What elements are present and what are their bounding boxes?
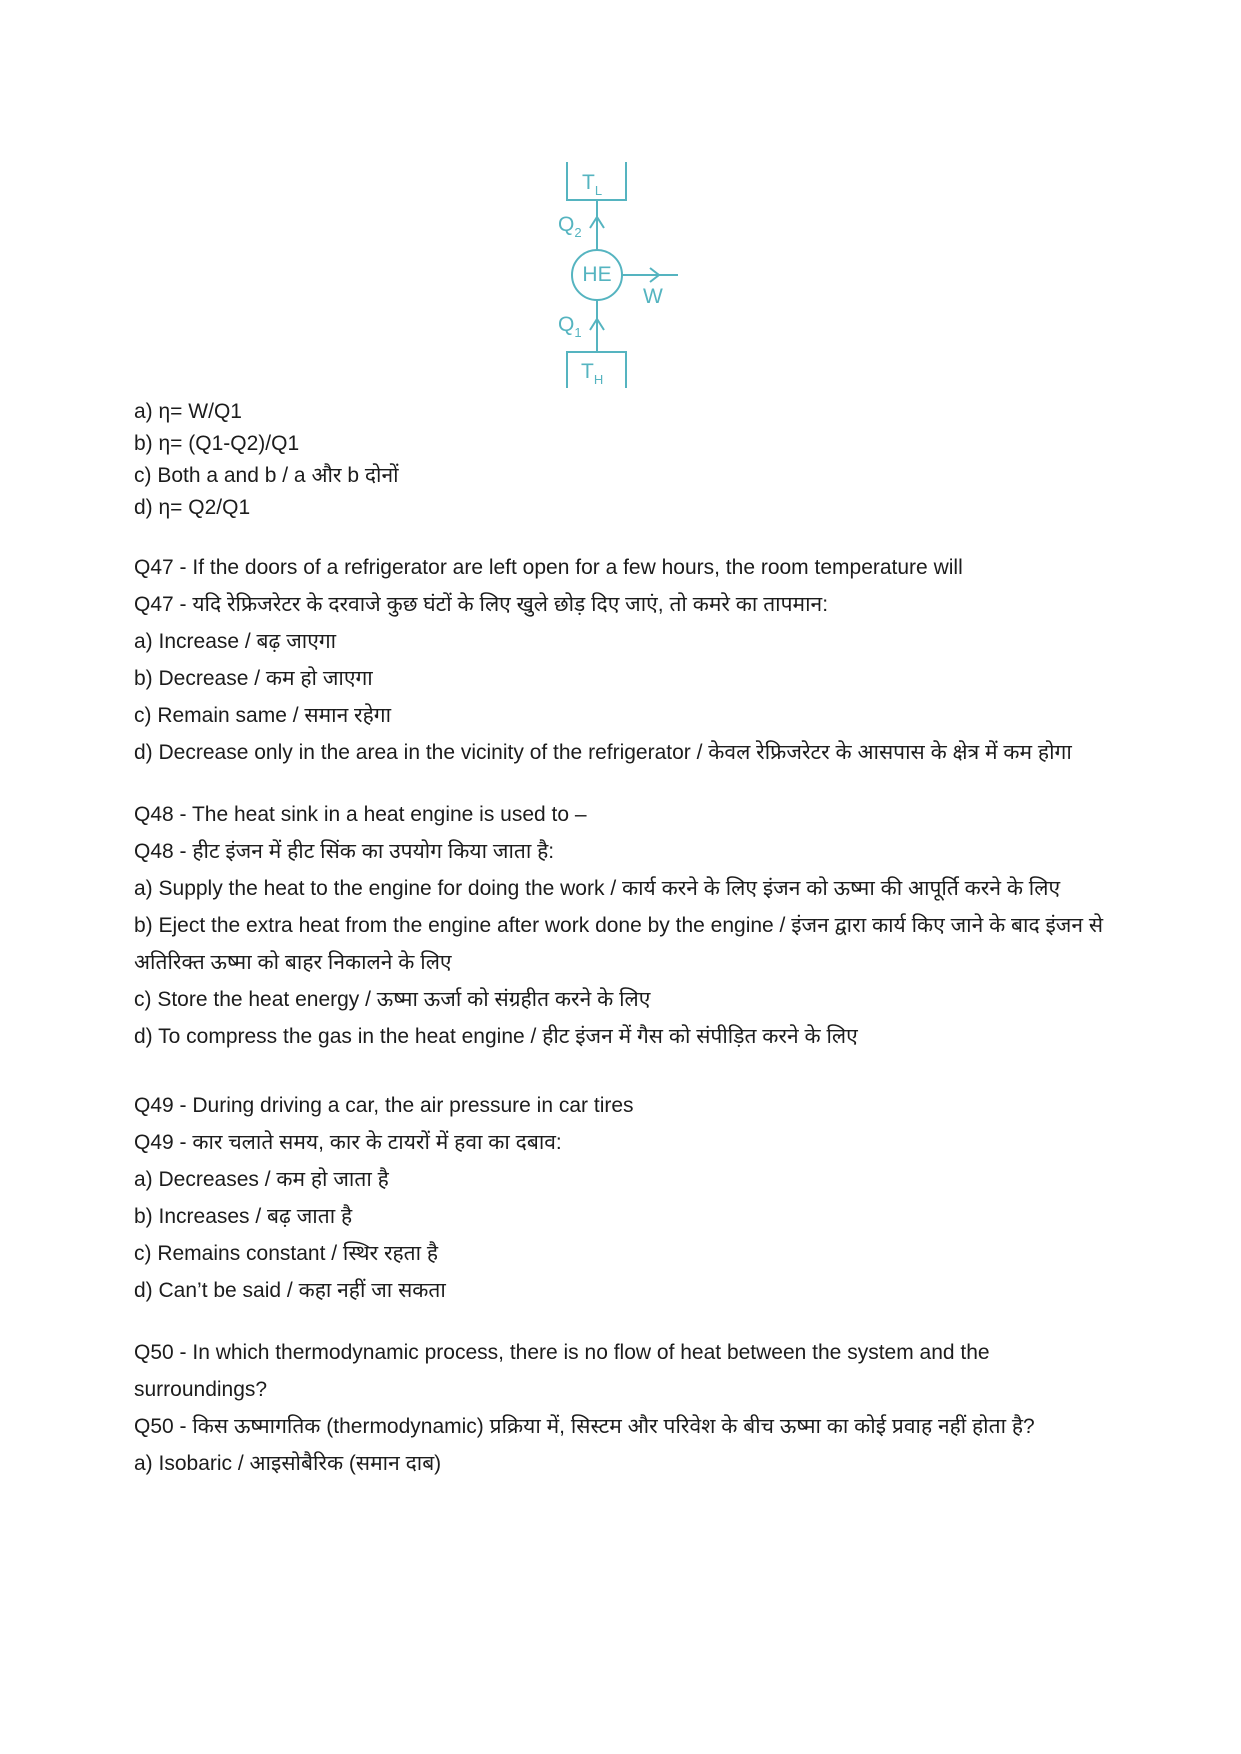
option-line: a) η= W/Q1 — [134, 400, 242, 423]
option-line: c) Store the heat energy / ऊष्मा ऊर्जा को संग्रहीत करने के लिए — [134, 988, 651, 1011]
heat-in-label: $Q_1$ — [558, 313, 582, 340]
heat-engine-diagram — [460, 140, 700, 395]
option-line: d) To compress the gas in the heat engine / हीट इंजन में गैस को संपीड़ित करने के लिए — [134, 1025, 858, 1048]
option-line: a) Decreases / कम हो जाता है — [134, 1168, 389, 1191]
efficiency-options — [134, 396, 1110, 524]
question-text-hi: Q49 - कार चलाते समय, कार के टायरों में हवा का दबाव: — [134, 1131, 562, 1154]
question-q50 — [134, 1334, 1110, 1482]
heat-out-label: $Q_2$ — [558, 213, 582, 240]
hot-reservoir-label: $T_H$ — [581, 360, 604, 387]
question-text-hi: Q48 - हीट इंजन में हीट सिंक का उपयोग किया जाता है: — [134, 840, 555, 863]
question-text-en: Q48 - The heat sink in a heat engine is used to – — [134, 803, 587, 826]
option-line: a) Supply the heat to the engine for doing the work / कार्य करने के लिए इंजन को ऊष्मा की आपूर्ति करने के लिए — [134, 877, 1061, 900]
question-text-en: Q50 - In which thermodynamic process, there is no flow of heat between the system and the surroundings? — [134, 1341, 990, 1401]
heat-engine-label: HE — [582, 263, 612, 286]
option-line: a) Increase / बढ़ जाएगा — [134, 630, 337, 653]
question-q49 — [134, 1087, 1110, 1309]
option-line: c) Remains constant / स्थिर रहता है — [134, 1242, 439, 1265]
option-line: d) η= Q2/Q1 — [134, 496, 251, 519]
option-line: d) Can’t be said / कहा नहीं जा सकता — [134, 1279, 446, 1302]
option-line: c) Both a and b / a और b दोनों — [134, 464, 399, 487]
option-line: b) Eject the extra heat from the engine after work done by the engine / इंजन द्वारा कार्य किए जाने के बाद इंजन से अतिरिक्त ऊष्मा को बाहर निकालने के लिए — [134, 914, 1104, 974]
option-line: b) Increases / बढ़ जाता है — [134, 1205, 353, 1228]
option-line: a) Isobaric / आइसोबैरिक (समान दाब) — [134, 1452, 442, 1475]
work-label: W — [643, 285, 663, 308]
question-q48 — [134, 796, 1110, 1055]
option-line: b) Decrease / कम हो जाएगा — [134, 667, 373, 690]
question-text-hi: Q50 - किस ऊष्मागतिक (thermodynamic) प्रक्रिया में, सिस्टम और परिवेश के बीच ऊष्मा का कोई प्रवाह नहीं होता है? — [134, 1415, 1035, 1438]
option-line: d) Decrease only in the area in the vicinity of the refrigerator / केवल रेफ्रिजरेटर के आसपास के क्षेत्र में कम होगा — [134, 741, 1072, 764]
option-line: c) Remain same / समान रहेगा — [134, 704, 392, 727]
question-text-en: Q47 - If the doors of a refrigerator are left open for a few hours, the room temperature will — [134, 556, 963, 579]
option-line: b) η= (Q1-Q2)/Q1 — [134, 432, 300, 455]
question-q47 — [134, 549, 1110, 771]
question-text-hi: Q47 - यदि रेफ्रिजरेटर के दरवाजे कुछ घंटों के लिए खुले छोड़ दिए जाएं, तो कमरे का तापमान: — [134, 593, 829, 616]
cold-reservoir-label: $T_L$ — [582, 171, 603, 198]
question-content — [134, 396, 1110, 1482]
question-text-en: Q49 - During driving a car, the air pressure in car tires — [134, 1094, 634, 1117]
